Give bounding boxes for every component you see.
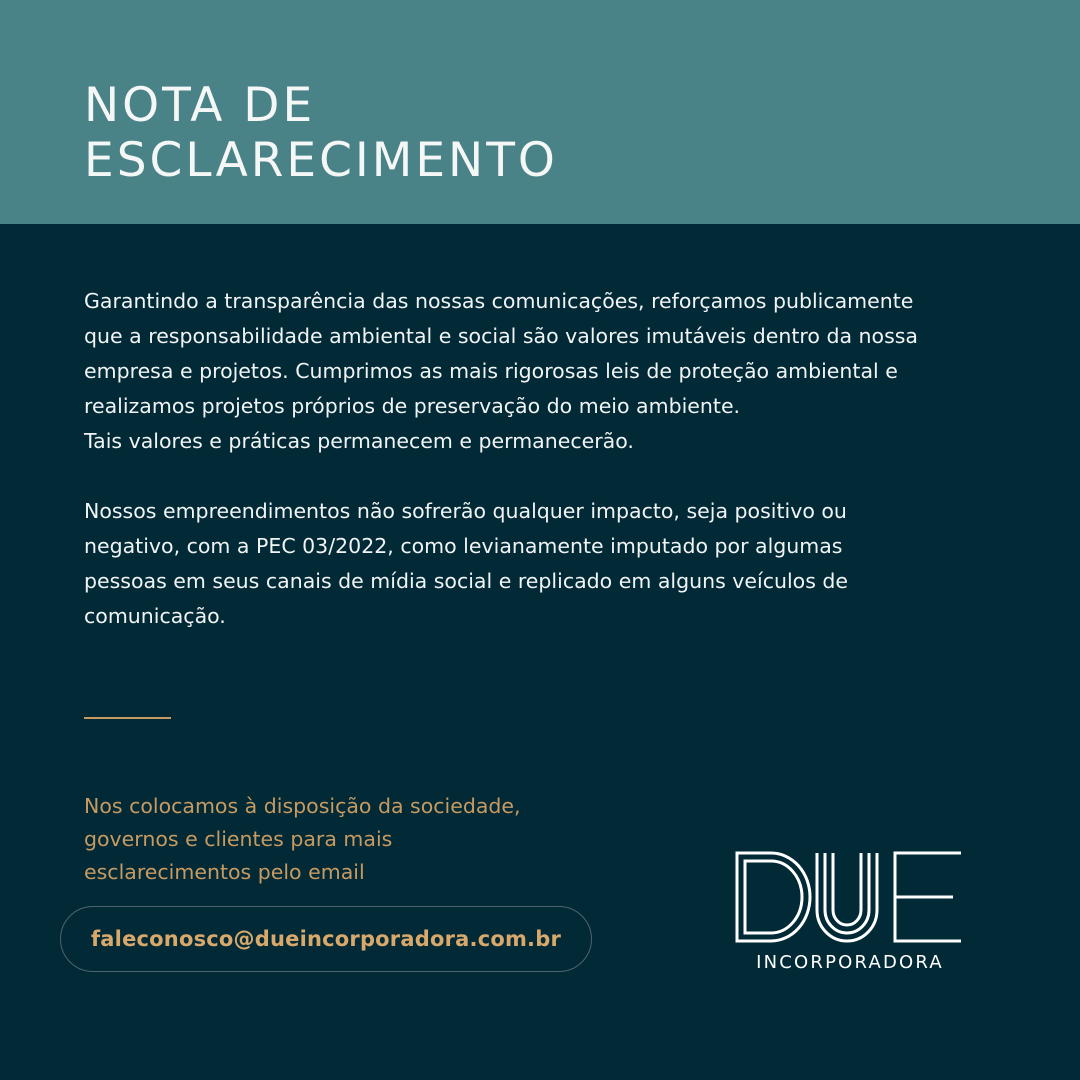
contact-line: governos e clientes para mais	[84, 827, 393, 851]
due-logo	[735, 850, 965, 975]
paragraph-environmental-commitment	[84, 284, 1024, 459]
text-line: que a responsabilidade ambiental e social são valores imutáveis dentro da nossa	[84, 324, 918, 348]
gold-divider	[84, 717, 171, 719]
due-wordmark-icon	[735, 850, 965, 945]
text-line: pessoas em seus canais de mídia social e replicado em alguns veículos de	[84, 569, 849, 593]
text-line: realizamos projetos próprios de preservação do meio ambiente.	[84, 394, 741, 418]
contact-line: esclarecimentos pelo email	[84, 860, 365, 884]
logo-subtitle: INCORPORADORA	[756, 952, 944, 973]
page-title	[84, 78, 558, 188]
email-link[interactable]: faleconosco@dueincorporadora.com.br	[60, 906, 592, 972]
text-line: Nossos empreendimentos não sofrerão qualquer impacto, seja positivo ou	[84, 499, 847, 523]
contact-text	[84, 790, 521, 889]
title-line: ESCLARECIMENTO	[84, 133, 558, 188]
title-line: NOTA DE	[84, 78, 316, 133]
contact-line: Nos colocamos à disposição da sociedade,	[84, 794, 521, 818]
text-line: negativo, com a PEC 03/2022, como levianamente imputado por algumas	[84, 534, 843, 558]
paragraph-pec-statement	[84, 494, 1024, 634]
text-line: empresa e projetos. Cumprimos as mais rigorosas leis de proteção ambiental e	[84, 359, 898, 383]
text-line: Tais valores e práticas permanecem e permanecerão.	[84, 429, 634, 453]
text-line: Garantindo a transparência das nossas comunicações, reforçamos publicamente	[84, 289, 914, 313]
header-banner	[0, 0, 1080, 224]
statement-body	[84, 284, 1024, 634]
text-line: comunicação.	[84, 604, 226, 628]
